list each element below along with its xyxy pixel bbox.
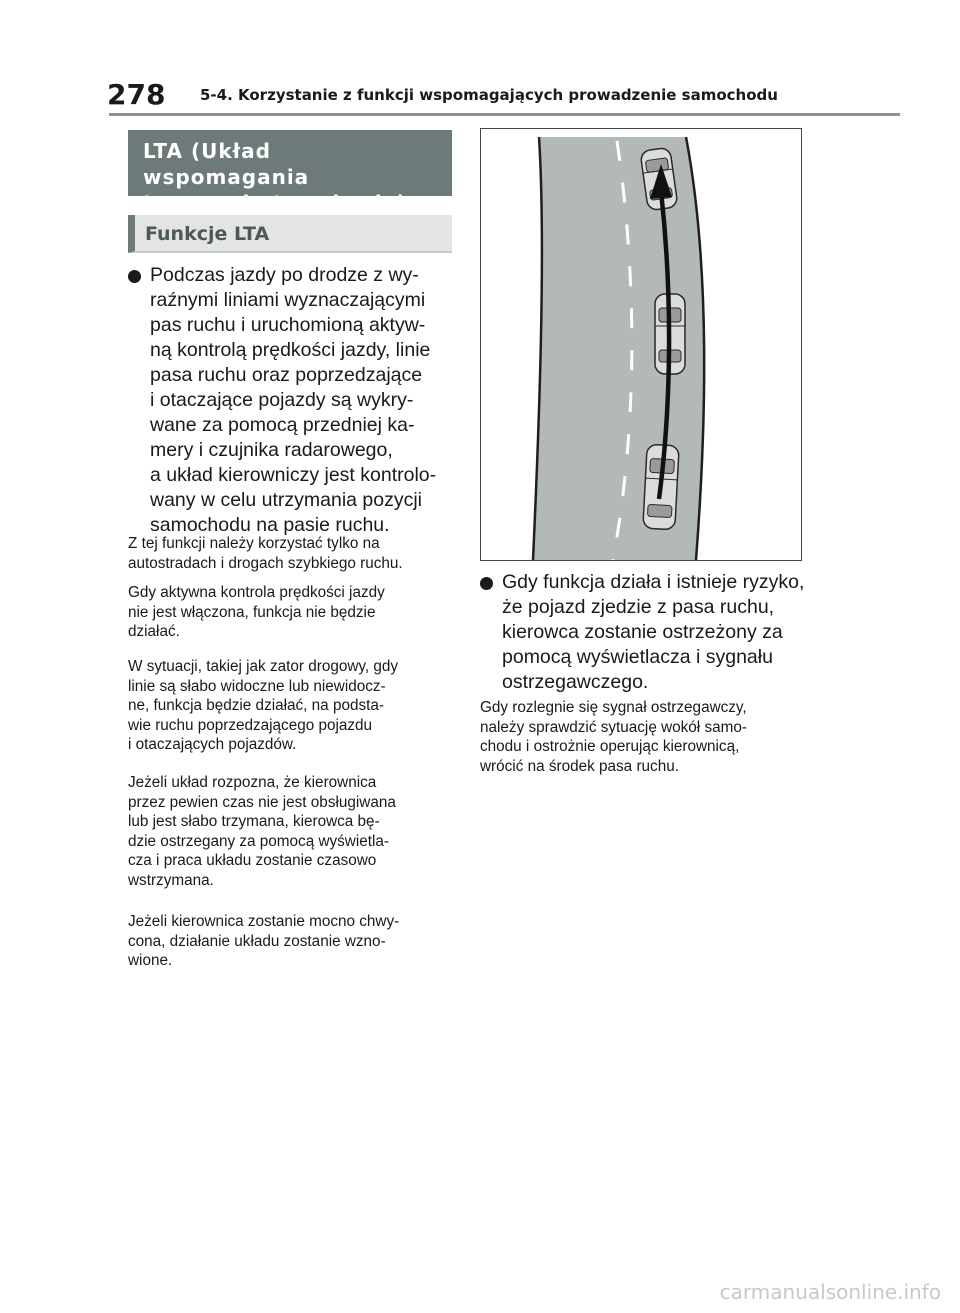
left-bullet-item [128,263,458,538]
section-title-line-1: LTA (Układ wspomagania [143,139,310,189]
text-line: Z tej funkcji należy korzystać tylko na [128,535,380,552]
text-line: pasa ruchu oraz poprzedzające [150,364,423,386]
left-paragraph-4 [128,773,396,890]
text-line: i otaczające pojazdy są wykry- [150,389,414,411]
text-line: Podczas jazdy po drodze z wy- [150,264,419,286]
header-divider [109,113,900,116]
text-line: wstrzymana. [128,871,214,889]
left-paragraph-1 [128,534,403,573]
text-line: mery i czujnika radarowego, [150,439,393,461]
page-number: 278 [107,78,166,111]
subsection-title: Funkcje LTA [145,223,270,245]
text-line: że pojazd zjedzie z pasa ruchu, [502,596,775,618]
section-title-line-2: trzymania toru jazdy) [143,191,407,215]
text-line: Gdy rozlegnie się sygnał ostrzegawczy, [480,699,747,716]
text-line: kierowca zostanie ostrzeżony za [502,621,783,643]
text-line: Gdy funkcja działa i istnieje ryzyko, [502,571,805,593]
road-lane-keeping-illustration-icon [481,129,801,560]
text-line: raźnymi liniami wyznaczającymi [150,289,426,311]
text-line: wie ruchu poprzedzającego pojazdu [128,716,373,734]
text-line: Jeżeli układ rozpozna, że kierownica [128,774,377,791]
text-line: dzie ostrzegany za pomocą wyświetla- [128,832,390,850]
text-line: samochodu na pasie ruchu. [150,514,390,536]
section-title-box [128,130,452,215]
chapter-title: 5-4. Korzystanie z funkcji wspomagających prowadzenie samochodu [200,86,778,104]
right-bullet-item [480,570,810,695]
left-paragraph-3 [128,657,398,755]
text-line: cza i praca układu zostanie czasowo [128,852,377,869]
text-line: chodu i ostrożnie operując kierownicą, [480,738,740,755]
text-line: W sytuacji, takiej jak zator drogowy, gdy [128,658,399,675]
right-bullet-text [502,570,810,695]
text-line: lub jest słabo trzymana, kierowca bę- [128,813,380,830]
text-line: Gdy aktywna kontrola prędkości jazdy [128,584,385,601]
left-paragraph-5 [128,912,399,971]
left-paragraph-2 [128,583,385,642]
bullet-icon [128,270,141,283]
text-line: przez pewien czas nie jest obsługiwana [128,793,396,811]
text-line: pomocą wyświetlacza i sygnału [502,646,773,668]
left-bullet-text [150,263,458,538]
text-line: działać. [128,623,180,640]
text-line: ostrzegawczego. [502,671,649,693]
text-line: nie jest włączona, funkcja nie będzie [128,603,376,621]
text-line: Jeżeli kierownica zostanie mocno chwy- [128,913,400,930]
text-line: autostradach i drogach szybkiego ruchu. [128,554,403,572]
lane-keeping-figure [480,128,802,561]
text-line: wrócić na środek pasa ruchu. [480,757,679,775]
text-line: i otaczających pojazdów. [128,736,297,753]
text-line: pas ruchu i uruchomioną aktyw- [150,314,426,336]
bullet-icon [480,577,493,590]
text-line: a układ kierowniczy jest kontrolo- [150,464,437,486]
text-line: wione. [128,952,173,969]
text-line: linie są słabo widoczne lub niewidocz- [128,677,386,695]
text-line: ną kontrolą prędkości jazdy, linie [150,339,431,361]
subsection-title-box [128,215,452,253]
text-line: ne, funkcja będzie działać, na podsta- [128,697,384,714]
right-paragraph-1 [480,698,747,776]
text-line: wany w celu utrzymania pozycji [150,489,423,511]
watermark: carmanualsonline.info [719,1280,941,1304]
text-line: wane za pomocą przedniej ka- [150,414,415,436]
text-line: należy sprawdzić sytuację wokół samo- [480,718,747,736]
text-line: cona, działanie układu zostanie wzno- [128,932,386,950]
